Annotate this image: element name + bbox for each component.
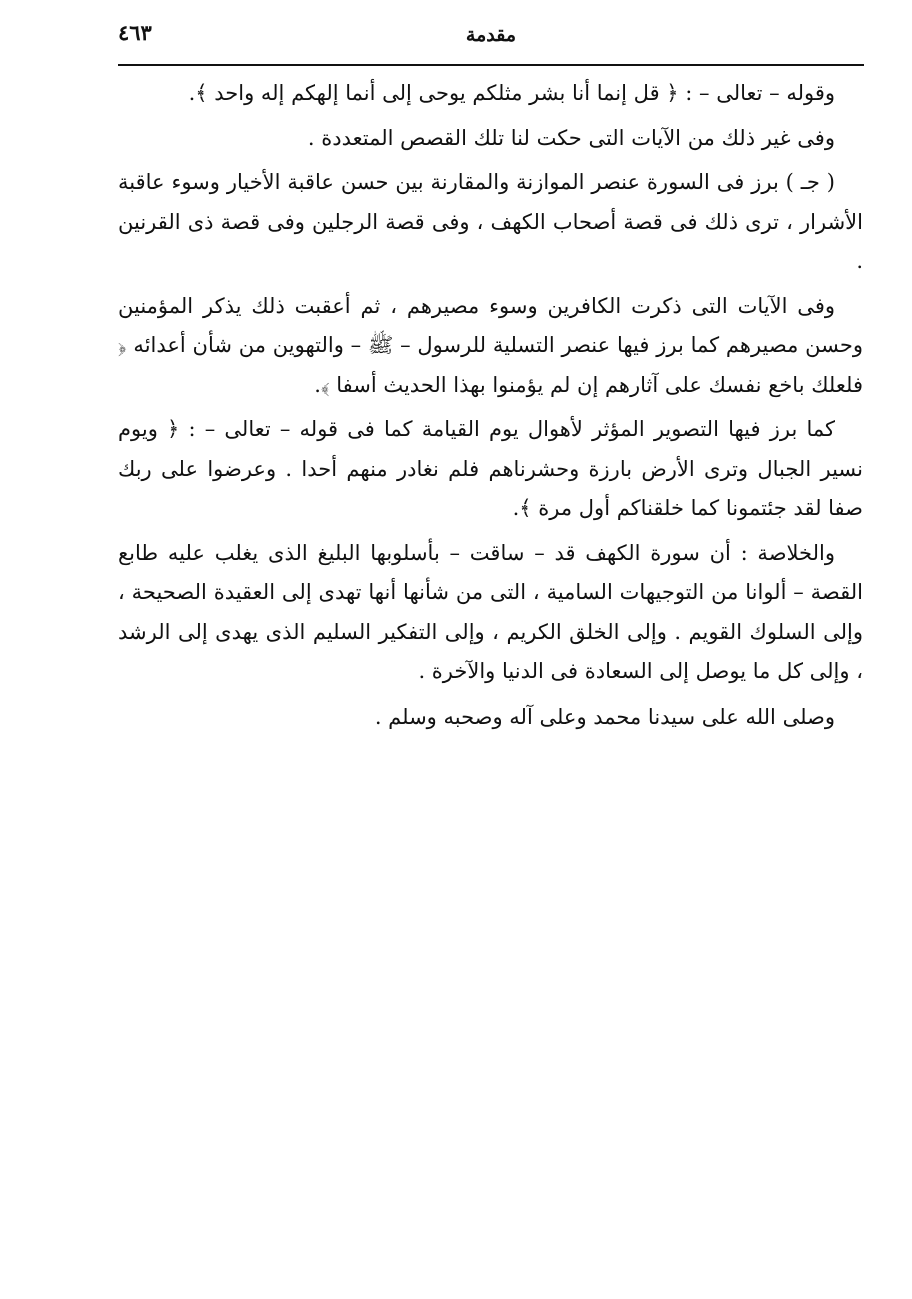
body-text (118, 74, 863, 742)
header-divider (118, 64, 864, 66)
paragraph-2: وفى غير ذلك من الآيات التى حكت لنا تلك القصص المتعددة . (307, 125, 835, 150)
paragraph-1: وقوله – تعالى – : ﴿ قل إنما أنا بشر مثلكم يوحى إلى أنما إلهكم إله واحد ﴾. (188, 81, 835, 105)
paragraph-4: وفى الآيات التى ذكرت الكافرين وسوء مصيرهم ، ثم أعقبت ذلك يذكر المؤمنين وحسن مصيرهم كما برز فيها عنصر التسلية للرسول – ﷺ – والتهوين من شأن أعدائه ﴿ فلعلك باخع نفسك على آثارهم إن لم يؤمنوا بهذا الحديث أسفا ﴾. (118, 293, 863, 397)
closing-paragraph: وصلى الله على سيدنا محمد وعلى آله وصحبه وسلم . (374, 704, 835, 729)
paragraph-3: ( جـ ) برز فى السورة عنصر الموازنة والمقارنة بين حسن عاقبة الأخيار وسوء عاقبة الأشرار ، ترى ذلك فى قصة أصحاب الكهف ، وفى قصة الرجلين وفى قصة ذى القرنين . (118, 170, 863, 273)
page-number: ٤٦٣ (118, 20, 152, 45)
paragraph-6: والخلاصة : أن سورة الكهف قد – ساقت – بأسلوبها البليغ الذى يغلب عليه طابع القصة – ألوانا من التوجيهات السامية ، التى من شأنها أنها تهدى إلى العقيدة الصحيحة ، وإلى السلوك القويم . وإلى الخلق الكريم ، وإلى التفكير السليم الذى يهدى إلى الرشد ، وإلى كل ما يوصل إلى السعادة فى الدنيا والآخرة . (118, 540, 863, 683)
page-header (118, 18, 864, 58)
paragraph-5: كما برز فيها التصوير المؤثر لأهوال يوم القيامة كما فى قوله – تعالى – : ﴿ ويوم نسير الجبال وترى الأرض بارزة وحشرناهم فلم نغادر منهم أحدا . وعرضوا على ربك صفا لقد جئتمونا كما خلقناكم أول مرة ﴾. (118, 417, 863, 520)
running-title: مقدمة (465, 24, 517, 46)
